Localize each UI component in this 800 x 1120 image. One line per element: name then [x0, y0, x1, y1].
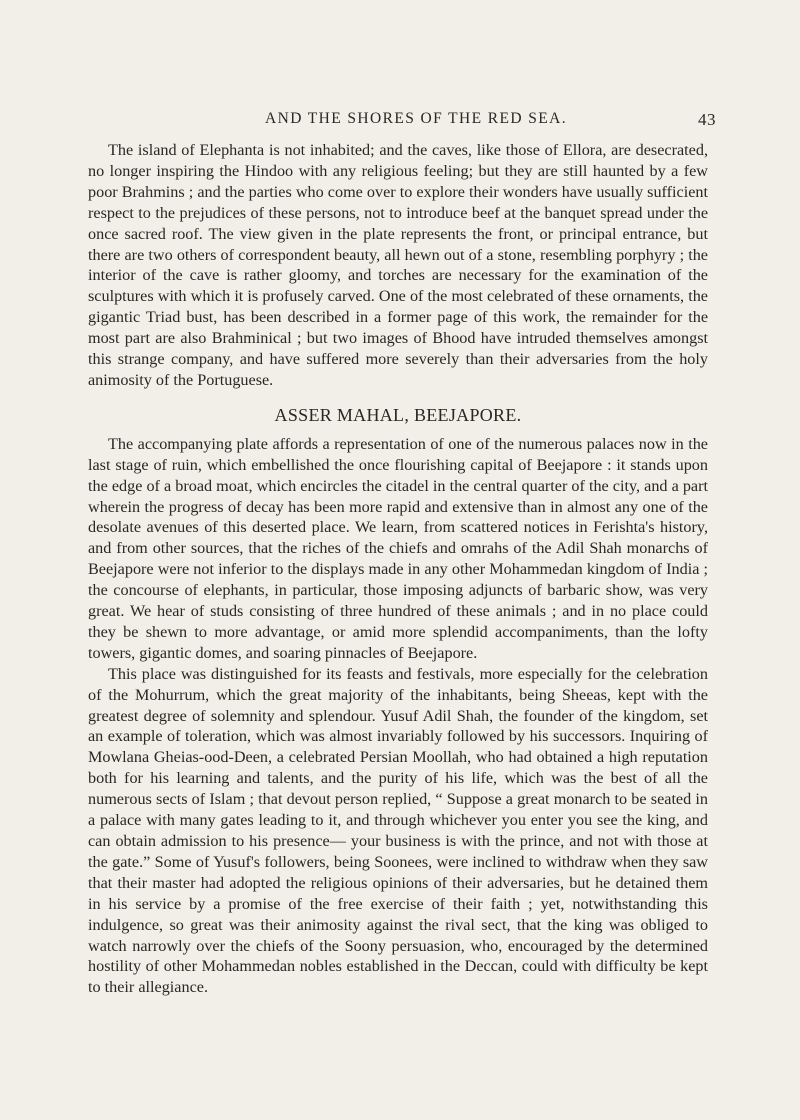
body-text [88, 140, 708, 998]
page-number: 43 [698, 110, 716, 129]
paragraph-asser-mahal: The accompanying plate affords a representation of one of the numerous palaces now in the last stage of ruin, which embellished the once flourishing capital of Beejapore : it stands upon the edge of a broad moat, which encircles the citadel in the central quarter of the city, and a part wherein the progress of decay has been more rapid and extensive than in almost any one of the desolate avenues of this deserted place. We learn, from scattered notices in Ferishta's history, and from other sources, that the riches of the chiefs and omrahs of the Adil Shah monarchs of Beejapore were not inferior to the displays made in any other Mohammedan kingdom of India ; the concourse of elephants, in particular, those imposing adjuncts of barbaric show, was very great. We hear of studs consisting of three hundred of these animals ; and in no place could they be shewn to more advantage, or amid more splendid accompaniments, than the lofty towers, gigantic domes, and soaring pinnacles of Beejapore. [88, 434, 708, 662]
paragraph-feasts: This place was distinguished for its feasts and festivals, more especially for the celebration of the Mohurrum, which the great majority of the inhabitants, being Sheeas, kept with the greatest degree of solemnity and splendour. Yusuf Adil Shah, the founder of the kingdom, set an example of toleration, which was almost invariably followed by his successors. Inquiring of Mowlana Gheias-ood-Deen, a celebrated Persian Moollah, who had obtained a high reputation both for his learning and talents, and the purity of his life, which was the best of all the numerous sects of Islam ; that devout person replied, “ Suppose a great monarch to be seated in a palace with many gates leading to it, and through whichever you enter you see the king, and can obtain admission to his presence— your business is with the prince, and not with those at the gate.” Some of Yusuf's followers, being Soonees, were inclined to withdraw when they saw that their master had adopted the religious opinions of their adversaries, but he detained them in his service by a promise of the free exercise of their faith ; yet, notwithstanding this indulgence, so great was their animosity against the rival sect, that the king was obliged to watch narrowly over the chiefs of the Soony persuasion, who, encouraged by the determined hostility of other Mohammedan nobles established in the Deccan, could with difficulty be kept to their allegiance. [88, 664, 708, 997]
running-title: AND THE SHORES OF THE RED SEA. [265, 110, 567, 127]
paragraph-elephanta: The island of Elephanta is not inhabited; and the caves, like those of Ellora, are desecrated, no longer inspiring the Hindoo with any religious feeling; but they are still haunted by a few poor Brahmins ; and the parties who come over to explore their wonders have usually sufficient respect to the prejudices of these persons, not to introduce beef at the banquet spread under the once sacred roof. The view given in the plate represents the front, or principal entrance, but there are two others of correspondent beauty, all hewn out of a stone, resembling porphyry ; the interior of the cave is rather gloomy, and torches are necessary for the examination of the sculptures with which it is profusely carved. One of the most celebrated of these ornaments, the gigantic Triad bust, has been described in a former page of this work, the remainder for the most part are also Brahminical ; but two images of Bhood have intruded themselves amongst this strange company, and have suffered more severely than their adversaries from the holy animosity of the Portuguese. [88, 141, 708, 389]
section-heading: ASSER MAHAL, BEEJAPORE. [274, 404, 522, 425]
